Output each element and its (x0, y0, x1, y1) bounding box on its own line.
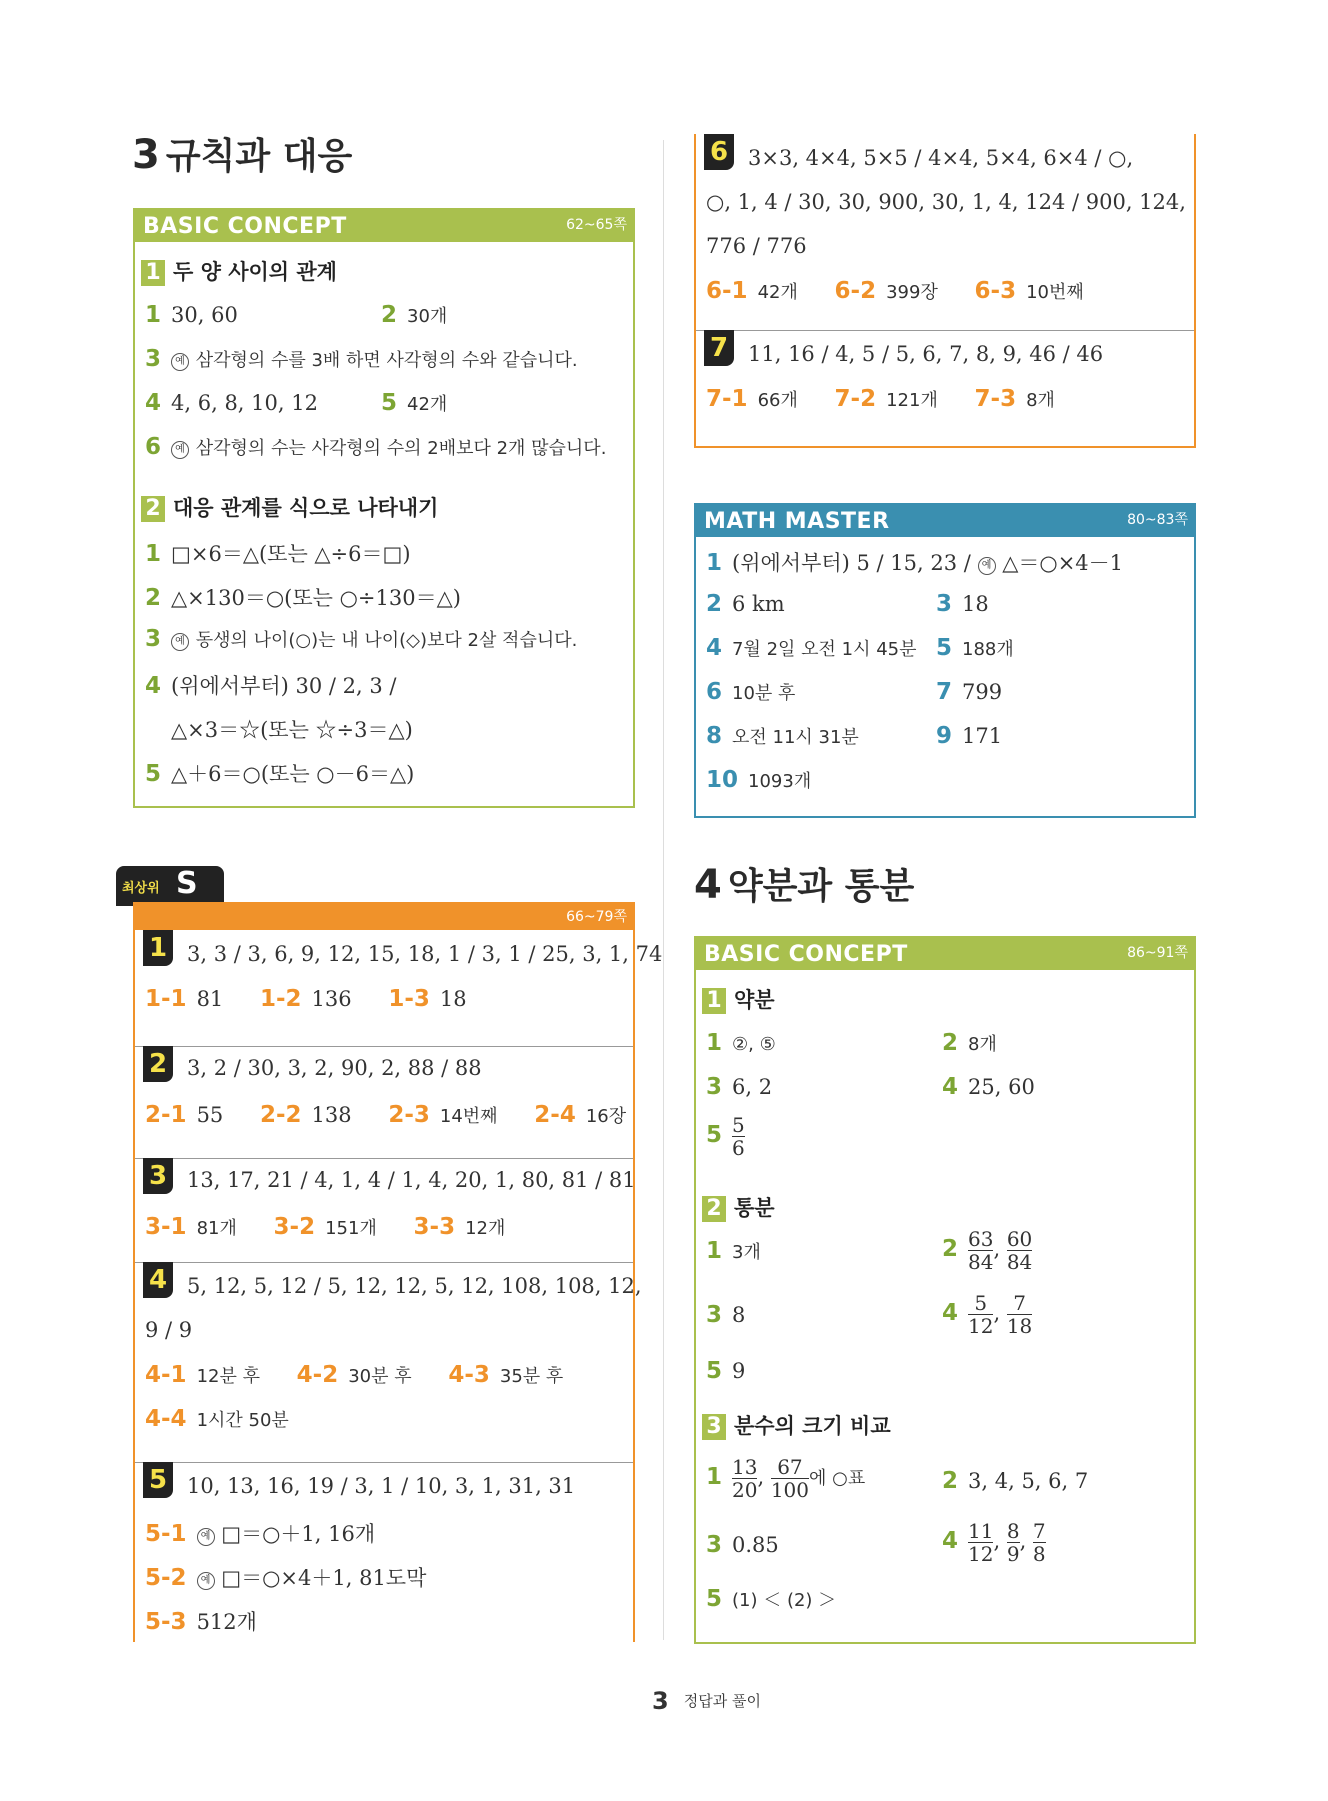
answer-item: 1 $\frac{13}{20}$ , $\frac{67}{100}$ 에 ○표 (706, 1455, 866, 1502)
answer-item: 2 $\frac{63}{84}$ , $\frac{60}{84}$ (942, 1227, 1033, 1274)
answer-item: 1 30, 60 (145, 302, 238, 328)
basic-concept-header: BASIC CONCEPT 86~91쪽 (694, 936, 1196, 970)
answer-line: 5, 12, 5, 12 / 5, 12, 12, 5, 12, 108, 108, 12, (187, 1274, 642, 1298)
math-master-header: MATH MASTER 80~83쪽 (694, 503, 1196, 537)
answer-item: 1 □×6＝△(또는 △÷6＝□) (145, 541, 411, 567)
answer-item: 3 예 동생의 나이(○)는 내 나이(◇)보다 2살 적습니다. (145, 626, 578, 652)
answer-line: 10, 13, 16, 19 / 3, 1 / 10, 3, 1, 31, 31 (187, 1474, 576, 1498)
top-level-box (133, 902, 663, 1642)
answer-line: 11, 16 / 4, 5 / 5, 6, 7, 8, 9, 46 / 46 (748, 342, 1104, 366)
answer-item: △×3＝☆(또는 ☆÷3＝△) (171, 718, 413, 742)
sub-answers: 5-2 예 □＝○×4＋1, 81도막 (145, 1565, 427, 1591)
fraction: $\frac{5}{6}$ (732, 1113, 745, 1160)
answer-item: 5 (1) ＜ (2) ＞ (706, 1586, 837, 1612)
answer-item: 5 △＋6＝○(또는 ○－6＝△) (145, 761, 415, 787)
divider (135, 1462, 633, 1463)
problem-tab: 4 (143, 1262, 173, 1298)
sub-answers: 4-4 1시간 50분 (145, 1406, 289, 1432)
basic-concept-box-2 (694, 936, 1196, 1644)
top-level-box-continued (694, 134, 1196, 448)
answer-line: 776 / 776 (706, 234, 807, 258)
chapter-3-title: 3 규칙과 대응 (132, 132, 353, 178)
sub-answers: 7-1 66개 7-2 121개 7-3 8개 (706, 386, 1055, 412)
basic-concept-header: BASIC CONCEPT 62~65쪽 (133, 208, 635, 242)
answer-item: 2 3, 4, 5, 6, 7 (942, 1468, 1089, 1494)
divider (696, 330, 1194, 331)
sub-answers: 2-1 55 2-2 138 2-3 14번째 2-4 16장 (145, 1102, 627, 1128)
answer-item: 5 188개 (936, 635, 1014, 661)
divider (135, 1158, 633, 1159)
chapter-4-title: 4 약분과 통분 (694, 862, 915, 908)
answer-item: 2 30개 (381, 302, 448, 328)
answer-item: 5 42개 (381, 390, 448, 416)
answer-line: 13, 17, 21 / 4, 1, 4 / 1, 4, 20, 1, 80, 81 / 81 (187, 1168, 636, 1192)
answer-line: 3×3, 4×4, 5×5 / 4×4, 5×4, 6×4 / ○, (748, 146, 1134, 170)
answer-item: 4 $\frac{5}{12}$ , $\frac{7}{18}$ (942, 1291, 1033, 1338)
top-level-logo: 최상위 S (116, 866, 224, 906)
answer-item: 10 1093개 (706, 767, 812, 793)
answer-item: 9 171 (936, 723, 1003, 749)
answer-item: 2 6 km (706, 591, 785, 617)
sub-answers: 4-1 12분 후 4-2 30분 후 4-3 35분 후 (145, 1362, 564, 1388)
answer-item: 4 (위에서부터) 30 / 2, 3 / (145, 673, 397, 699)
answer-item: 3 8 (706, 1302, 746, 1328)
divider (135, 1262, 633, 1263)
footer-label: 정답과 풀이 (683, 1692, 762, 1710)
problem-tab: 3 (143, 1158, 173, 1194)
answer-item: 3 6, 2 (706, 1074, 773, 1100)
page-number: 3 (652, 1687, 669, 1715)
section-title: 2 대응 관계를 식으로 나타내기 (141, 492, 438, 522)
section-title: 2 통분 (702, 1192, 775, 1222)
answer-item: 1 ②, ⑤ (706, 1030, 776, 1056)
divider (135, 1046, 633, 1047)
answer-item: 1 (위에서부터) 5 / 15, 23 / 예 △＝○×4－1 (706, 550, 1124, 576)
answer-line: 3, 2 / 30, 3, 2, 90, 2, 88 / 88 (187, 1056, 482, 1080)
section-title: 1 두 양 사이의 관계 (141, 256, 337, 286)
answer-item: 5 9 (706, 1358, 746, 1384)
sub-answers: 5-1 예 □＝○＋1, 16개 (145, 1521, 376, 1547)
problem-tab: 2 (143, 1046, 173, 1082)
column-separator (663, 140, 664, 1640)
answer-line: 9 / 9 (145, 1318, 193, 1342)
answer-item: 4 4, 6, 8, 10, 12 (145, 390, 318, 416)
sub-answers: 3-1 81개 3-2 151개 3-3 12개 (145, 1214, 506, 1240)
problem-tab: 6 (704, 134, 734, 170)
answer-item: 6 10분 후 (706, 679, 796, 705)
answer-item: 7 799 (936, 679, 1003, 705)
math-master-box (694, 503, 1196, 818)
answer-item: 1 3개 (706, 1238, 761, 1264)
problem-tab: 7 (704, 330, 734, 366)
answer-line: ○, 1, 4 / 30, 30, 900, 30, 1, 4, 124 / 900, 124, (706, 190, 1186, 214)
answer-item: 8 오전 11시 31분 (706, 723, 859, 749)
problem-tab: 5 (143, 1462, 173, 1498)
answer-item: 2 8개 (942, 1030, 997, 1056)
sub-answers: 6-1 42개 6-2 399장 6-3 10번째 (706, 278, 1084, 304)
problem-tab: 1 (143, 930, 173, 966)
page-footer (652, 1687, 761, 1715)
answer-line: 3, 3 / 3, 6, 9, 12, 15, 18, 1 / 3, 1 / 25, 3, 1, 74 (187, 942, 663, 966)
top-level-header: 66~79쪽 (133, 902, 635, 930)
answer-item: 3 18 (936, 591, 989, 617)
answer-item: 4 7월 2일 오전 1시 45분 (706, 635, 917, 661)
answer-item: 3 예 삼각형의 수를 3배 하면 사각형의 수와 같습니다. (145, 346, 578, 372)
section-title: 1 약분 (702, 984, 775, 1014)
sub-answers: 1-1 81 1-2 136 1-3 18 (145, 986, 467, 1012)
answer-item: 4 25, 60 (942, 1074, 1035, 1100)
answer-item: 6 예 삼각형의 수는 사각형의 수의 2배보다 2개 많습니다. (145, 434, 607, 460)
answer-item: 4 $\frac{11}{12}$ , $\frac{8}{9}$ , $\frac{7}{8}$ (942, 1519, 1046, 1566)
section-title: 3 분수의 크기 비교 (702, 1410, 891, 1440)
answer-item: 2 △×130＝○(또는 ○÷130＝△) (145, 585, 461, 611)
sub-answers: 5-3 512개 (145, 1609, 257, 1635)
answer-item: 3 0.85 (706, 1532, 779, 1558)
answer-item: 5 $\frac{5}{6}$ (706, 1113, 745, 1160)
basic-concept-box-1 (133, 208, 635, 808)
